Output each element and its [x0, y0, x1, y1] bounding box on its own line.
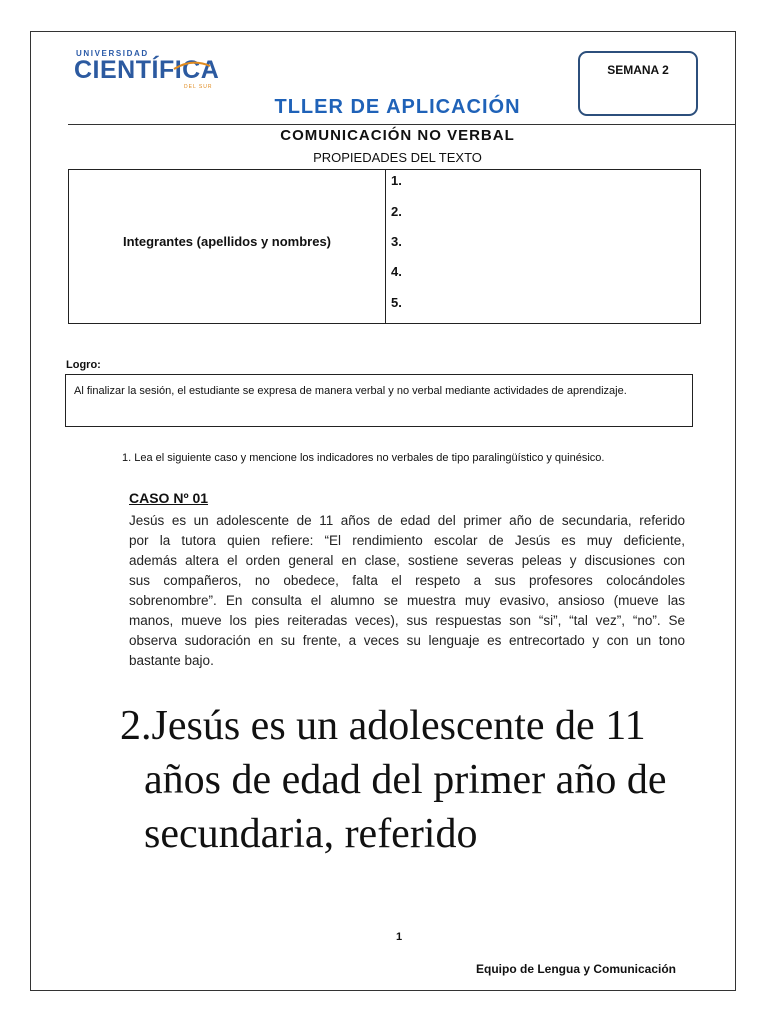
- members-label: Integrantes (apellidos y nombres): [122, 234, 332, 249]
- case-text-line: Jesús es un adolescente de 11 años de edad del primer año de secundaria, referido: [129, 513, 685, 528]
- question-1: 1. Lea el siguiente caso y mencione los indicadores no verbales de tipo paralingüístico y quinésico.: [122, 452, 605, 464]
- page-number: 1: [396, 931, 403, 943]
- big-question-line: años de edad del primer año de: [144, 757, 667, 803]
- logro-text: Al finalizar la sesión, el estudiante se expresa de manera verbal y no verbal mediante actividades de aprendizaje.: [74, 385, 627, 397]
- logo-main-text: CIENTÍFICA: [74, 56, 220, 84]
- page-subtitle-secondary: PROPIEDADES DEL TEXTO: [313, 150, 482, 165]
- logro-label: Logro:: [66, 359, 101, 371]
- member-field-5[interactable]: 5.: [391, 295, 402, 310]
- footer-team: Equipo de Lengua y Comunicación: [476, 962, 677, 976]
- logo-swoosh-icon: [172, 60, 212, 72]
- university-logo: [74, 48, 244, 93]
- title-divider: [68, 124, 736, 125]
- case-text-line: bastante bajo.: [129, 653, 214, 668]
- case-text-line: sus compañeros, no obedece, falta el respeto a sus profesores colocándoles: [129, 573, 685, 588]
- big-question-line: secundaria, referido: [144, 811, 478, 857]
- members-table-divider: [385, 170, 386, 323]
- members-table: [68, 169, 701, 324]
- member-field-4[interactable]: 4.: [391, 264, 402, 279]
- logo-small-text: UNIVERSIDAD: [76, 49, 149, 58]
- logo-sub-text: DEL SUR: [184, 84, 213, 90]
- member-field-2[interactable]: 2.: [391, 204, 402, 219]
- case-text-line: observa sudoración en su frente, a veces su lenguaje es entrecortado y con un tono: [129, 633, 685, 648]
- case-text-line: manos, mueve los pies reiteradas veces), sus respuestas son “si”, “tal vez”, “no”. Se: [129, 613, 685, 628]
- week-label: SEMANA 2: [607, 63, 669, 77]
- big-question-line: 2.Jesús es un adolescente de 11: [120, 703, 646, 749]
- page-title: TLLER DE APLICACIÓN: [274, 96, 521, 118]
- case-title: CASO Nº 01: [129, 490, 209, 506]
- member-field-3[interactable]: 3.: [391, 234, 402, 249]
- member-field-1[interactable]: 1.: [391, 173, 402, 188]
- case-text-line: por la tutora quien refiere: “El rendimiento escolar de Jesús es muy deficiente,: [129, 533, 685, 548]
- case-text-line: además altera el orden general en clase, sostiene severas peleas y discusiones con: [129, 553, 685, 568]
- case-text-line: sobrenombre”. En consulta el alumno se muestra muy evasivo, ansioso (mueve las: [129, 593, 685, 608]
- logro-box: [65, 374, 693, 427]
- page-subtitle: COMUNICACIÓN NO VERBAL: [280, 127, 515, 144]
